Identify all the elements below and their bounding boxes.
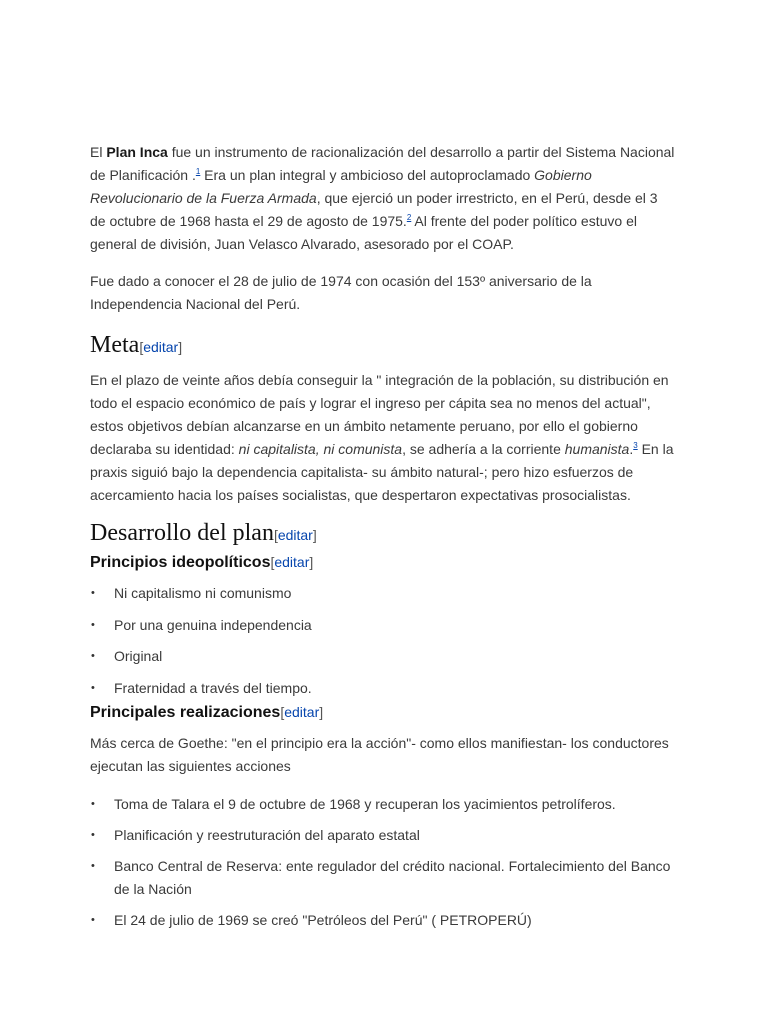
meta-paragraph (90, 369, 675, 507)
edit-link-label[interactable]: editar (143, 339, 179, 355)
second-paragraph: Fue dado a conocer el 28 de julio de 1974 con ocasión del 153º aniversario de la Independencia Nacional del Perú. (90, 273, 592, 312)
meta-text: En la praxis siguió bajo la dependencia capitalista- su ámbito natural-; pero hizo esfuerzos de acercamiento hacia los países socialistas, que despertaron expectativas prosocialistas. (90, 441, 674, 503)
edit-link-meta[interactable]: [editar] (139, 339, 183, 355)
edit-link-desarrollo[interactable]: [editar] (273, 527, 317, 543)
intro-text: fue un instrumento de racionalización del desarrollo a partir del Sistema Nacional de Planificación . (90, 144, 675, 183)
list-item: • Planificación y reestruturación del aparato estatal (90, 824, 675, 847)
intro-text: El (90, 144, 107, 160)
edit-link-label[interactable]: editar (284, 703, 320, 720)
section-heading-desarrollo (90, 518, 675, 550)
footnote-link[interactable]: 2 (406, 213, 412, 222)
meta-text: En el plazo de veinte años debía conseguir la " integración de la población, su distribución en todo el espacio económico de país y lograr el ingreso per cápita sea no menos del actual", estos objetivos debían alcanzarse en un ámbito netamente peruano, por ello el gobierno declaraba su identidad: (90, 372, 669, 457)
list-item: • Ni capitalismo ni comunismo (90, 582, 675, 605)
edit-link-realizaciones[interactable]: [editar] (280, 703, 324, 720)
subsection-heading-principios (90, 550, 675, 575)
list-item: • Original (90, 645, 675, 668)
list-item: • El 24 de julio de 1969 se creó "Petróleos del Perú" ( PETROPERÚ) (90, 909, 675, 932)
intro-italic-term: Gobierno Revolucionario de la Fuerza Armada (90, 167, 592, 206)
intro-text: Al frente del poder político estuvo el general de división, Juan Velasco Alvarado, asesorado por el COAP. (90, 213, 637, 252)
list-item: • Banco Central de Reserva: ente regulador del crédito nacional. Fortalecimiento del Banco de la Nación (90, 855, 675, 901)
list-item: • Toma de Talara el 9 de octubre de 1968 y recuperan los yacimientos petrolíferos. (90, 793, 675, 816)
intro-text: , que ejerció un poder irrestricto, en el Perú, desde el 3 de octubre de 1968 hasta el 29 de agosto de 1975. (90, 190, 658, 229)
footnote-link[interactable]: 3 (633, 441, 638, 450)
meta-text: , se adhería a la corriente (402, 441, 565, 457)
section-heading-meta (90, 330, 675, 362)
edit-link-label[interactable]: editar (274, 554, 310, 570)
realizaciones-list (90, 793, 675, 932)
footnote-link[interactable]: 1 (195, 167, 201, 176)
subsection-title: Principios ideopolíticos (90, 554, 271, 571)
section-title: Desarrollo del plan (90, 520, 274, 546)
list-item: • Fraternidad a través del tiempo. (90, 677, 675, 700)
meta-text: . (629, 441, 634, 457)
intro-paragraph (90, 141, 675, 256)
intro-text: Era un plan integral y ambicioso del autoproclamado (200, 167, 535, 183)
intro-bold-term: Plan Inca (106, 144, 168, 160)
principios-list (90, 582, 675, 700)
edit-link-principios[interactable]: [editar] (270, 554, 314, 570)
section-title: Meta (90, 332, 140, 358)
realizaciones-intro: Más cerca de Goethe: "en el principio era la acción"- como ellos manifiestan- los conductores ejecutan las siguientes acciones (90, 734, 669, 774)
subsection-heading-realizaciones (90, 700, 675, 725)
meta-italic-term: humanista (564, 441, 630, 457)
article-body (90, 141, 675, 940)
list-item: • Por una genuina independencia (90, 614, 675, 637)
subsection-title: Principales realizaciones (90, 703, 281, 721)
meta-italic-term: ni capitalista, ni comunista (238, 441, 403, 457)
edit-link-label[interactable]: editar (277, 527, 313, 543)
